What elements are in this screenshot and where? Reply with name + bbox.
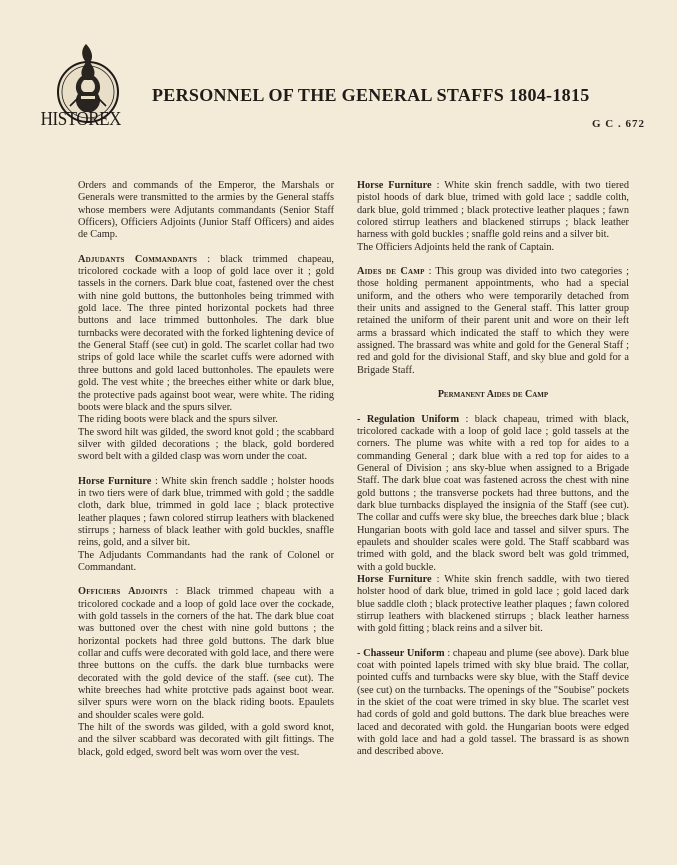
chasseur-uniform-paragraph [357,648,629,759]
permanent-aides-heading: Permanent Aides de Camp [437,389,549,401]
adjutants-rank-line: The Adjudants Commandants had the rank of Colonel or Commandant. [78,549,334,573]
aides-text: : This group was divided into two categories ; those holding permanent appointments, who had a special uniform, and the others who were temporarily detached from their units and assigned to the General staff. This latter group retained the uniform of their parent unit and wore on their left arms a brassard which indicated the staff to which they were assigned. The brassard was white and gold for the General Staff ; red and gold for the divisional Staff, and sky blue and gold for a Brigade Staff. [357,266,629,376]
adjutants-boots-line: The riding boots were black and the spurs silver. [78,414,278,426]
horse-furniture-2-text: : White skin french saddle, with two tiered pistol hoods of dark blue, trimed with gold lace ; saddle colth, dark blue, gold trimmed ; black protective leather plaques ; fawn colored stirrup leathers and blackened stirrups ; black leather harness with gold buckles ; snaffle gold reins and a silver bit. [357,180,629,241]
intro-paragraph: Orders and commands of the Emperor, the Marshals or Generals were transmitted to the armies by the General staffs whose members were Adjutants commandants (Senior Staff Officers), Officiers Adjoints (Junior Staff Officers) and aides de Camp. [78,180,334,241]
chasseur-uniform-heading: - Chasseur Uniform [357,647,445,659]
logo-text: HISTOREX [40,108,121,130]
adjutants-paragraph [78,254,334,414]
right-column [357,180,629,771]
adjutants-heading: Adjudants Commandants [78,253,198,265]
aides-paragraph [357,266,629,377]
horse-furniture-1-text: : White skin french saddle ; holster hoods in two tiers were of dark blue, trimmed with gold ; the saddle cloth, dark blue, trimmed in gold lace ; black protective leather plaques ; fawn colored stirrup leathers with blackened stirrups ; harness of black leather with gold buckles, snaffle reins, gold, and a silver bit. [78,475,334,549]
horse-furniture-3-text: : White skin french saddle, with two tiered holster hood of dark blue, trimed in gold lace ; gold laced dark blue saddle cloth ; black protective leather plaques ; fawn colored stirrup leathers with blackened stirrups ; black leather harness with gold fitting ; black reins and a silver bit. [357,573,629,635]
chasseur-uniform-text: : chapeau and plume (see above). Dark blue coat with pointed lapels trimed with sky blue braid. The collar, pointed cuffs and turnbacks were sky blue, with the Staff device (see cut) on the turnbacks. The openings of the "Soubise" pockets in the skiet of the coat were trimed in sky blue. The scarlet vest had cords of gold and gold buttons. The dark blue breaches were laced and decorated with gold. the Hungarian boots were edged with gold lace and had a gold tassel. The brassard is as shown and described above. [357,647,629,758]
officiers-heading: Officiers Adjoints [78,586,168,598]
officiers-sword-paragraph: The hilt of the swords was gilded, with a gold sword knot, and the silver scabbard was decorated with gilt fittings. The black, gold edged, sword belt was worn over the vest. [78,722,334,758]
horse-furniture-2-heading: Horse Furniture [357,180,432,191]
regulation-uniform-paragraph [357,414,629,574]
officiers-paragraph [78,586,334,722]
officiers-text: : Black trimmed chapeau with a tricolored cockade and a loop of gold lace over the cockade, with gold tassels in the corners of the hat. The dark blue coat was buttoned over the chest with nine gold buttons ; the horizontal pockets had three gold buttons. The dark blue collar and cuffs were decorated with gold lace, and there were three buttons on the cuffs. the dark blue turnbacks were decorated with the gold device of the staff. (see cut). The white breeches had white protctive pads against boot wear. silver spurs were worn on the black riding boots. Epaulets and shoulder scales were gold. [78,586,334,721]
horse-furniture-3-heading: Horse Furniture [357,573,432,585]
left-column [78,180,334,771]
horse-furniture-1-paragraph [78,476,334,550]
aides-heading: Aides de Camp [357,266,425,278]
horse-furniture-3-paragraph [357,574,629,636]
regulation-uniform-heading: - Regulation Uniform [357,413,460,425]
page-title: PERSONNEL OF THE GENERAL STAFFS 1804-1815 [152,85,590,105]
adjutants-text: : black trimmed chapeau, tricolored cockade with a loop of gold lace over it ; gold tassels in the corners. Dark blue coat, fastened over the chest with nine gold buttons, the buttonholes being trimmed with gold lace. The three pinted horizontal pockets had three buttons and lace trimmed buttonholes. The dark blue turnbacks were decorated with the forked lightening device of the General Staff (see cut) in gold. The scarlet collar had two strips of gold lace while the scarlet cuffs were adorned with three buttons and gold laced buttonholes. The epaulets were gold. The vest white ; the breeches either white or dark blue, the protective pads against boot wear, were white. The riding boots were black and the spurs silver. [78,253,334,413]
officiers-rank-line: The Officiers Adjoints held the rank of Captain. [357,241,555,253]
adjutants-sword-paragraph: The sword hilt was gilded, the sword knot gold ; the scabbard silver with gilded decorations ; the black, gold bordered sword belt with a gilded clasp was worn under the coat. [78,426,334,463]
regulation-uniform-text: : black chapeau, trimed with black, tricolored cackade with a loop of gold lace ; gold tassels at the corners. The plume was white with a red top for aides to a commanding General ; dark blue with a red top for aides to a General of Division ; ans sky-blue when assigned to a Brigade Staff. The dark blue coat was fastened across the chest with nine gold buttons ; the transverse pockets had three buttons, and the dark blue turnbacks displayed the insignia of the Staff (see cut). The collar and cuffs were sky blue, the breeches dark blue ; black Hungarian boots with gold lace and tassel and silver spurs. The epaulets and shoulder scales were gold. The Staff scabbard was trimed with gold, and the black sword belt was gold trimmed, with a gold buckle. [357,413,629,573]
reference-code: G C . 672 [592,118,645,130]
horse-furniture-2-paragraph [357,180,629,242]
horse-furniture-1-heading: Horse Furniture [78,475,152,487]
